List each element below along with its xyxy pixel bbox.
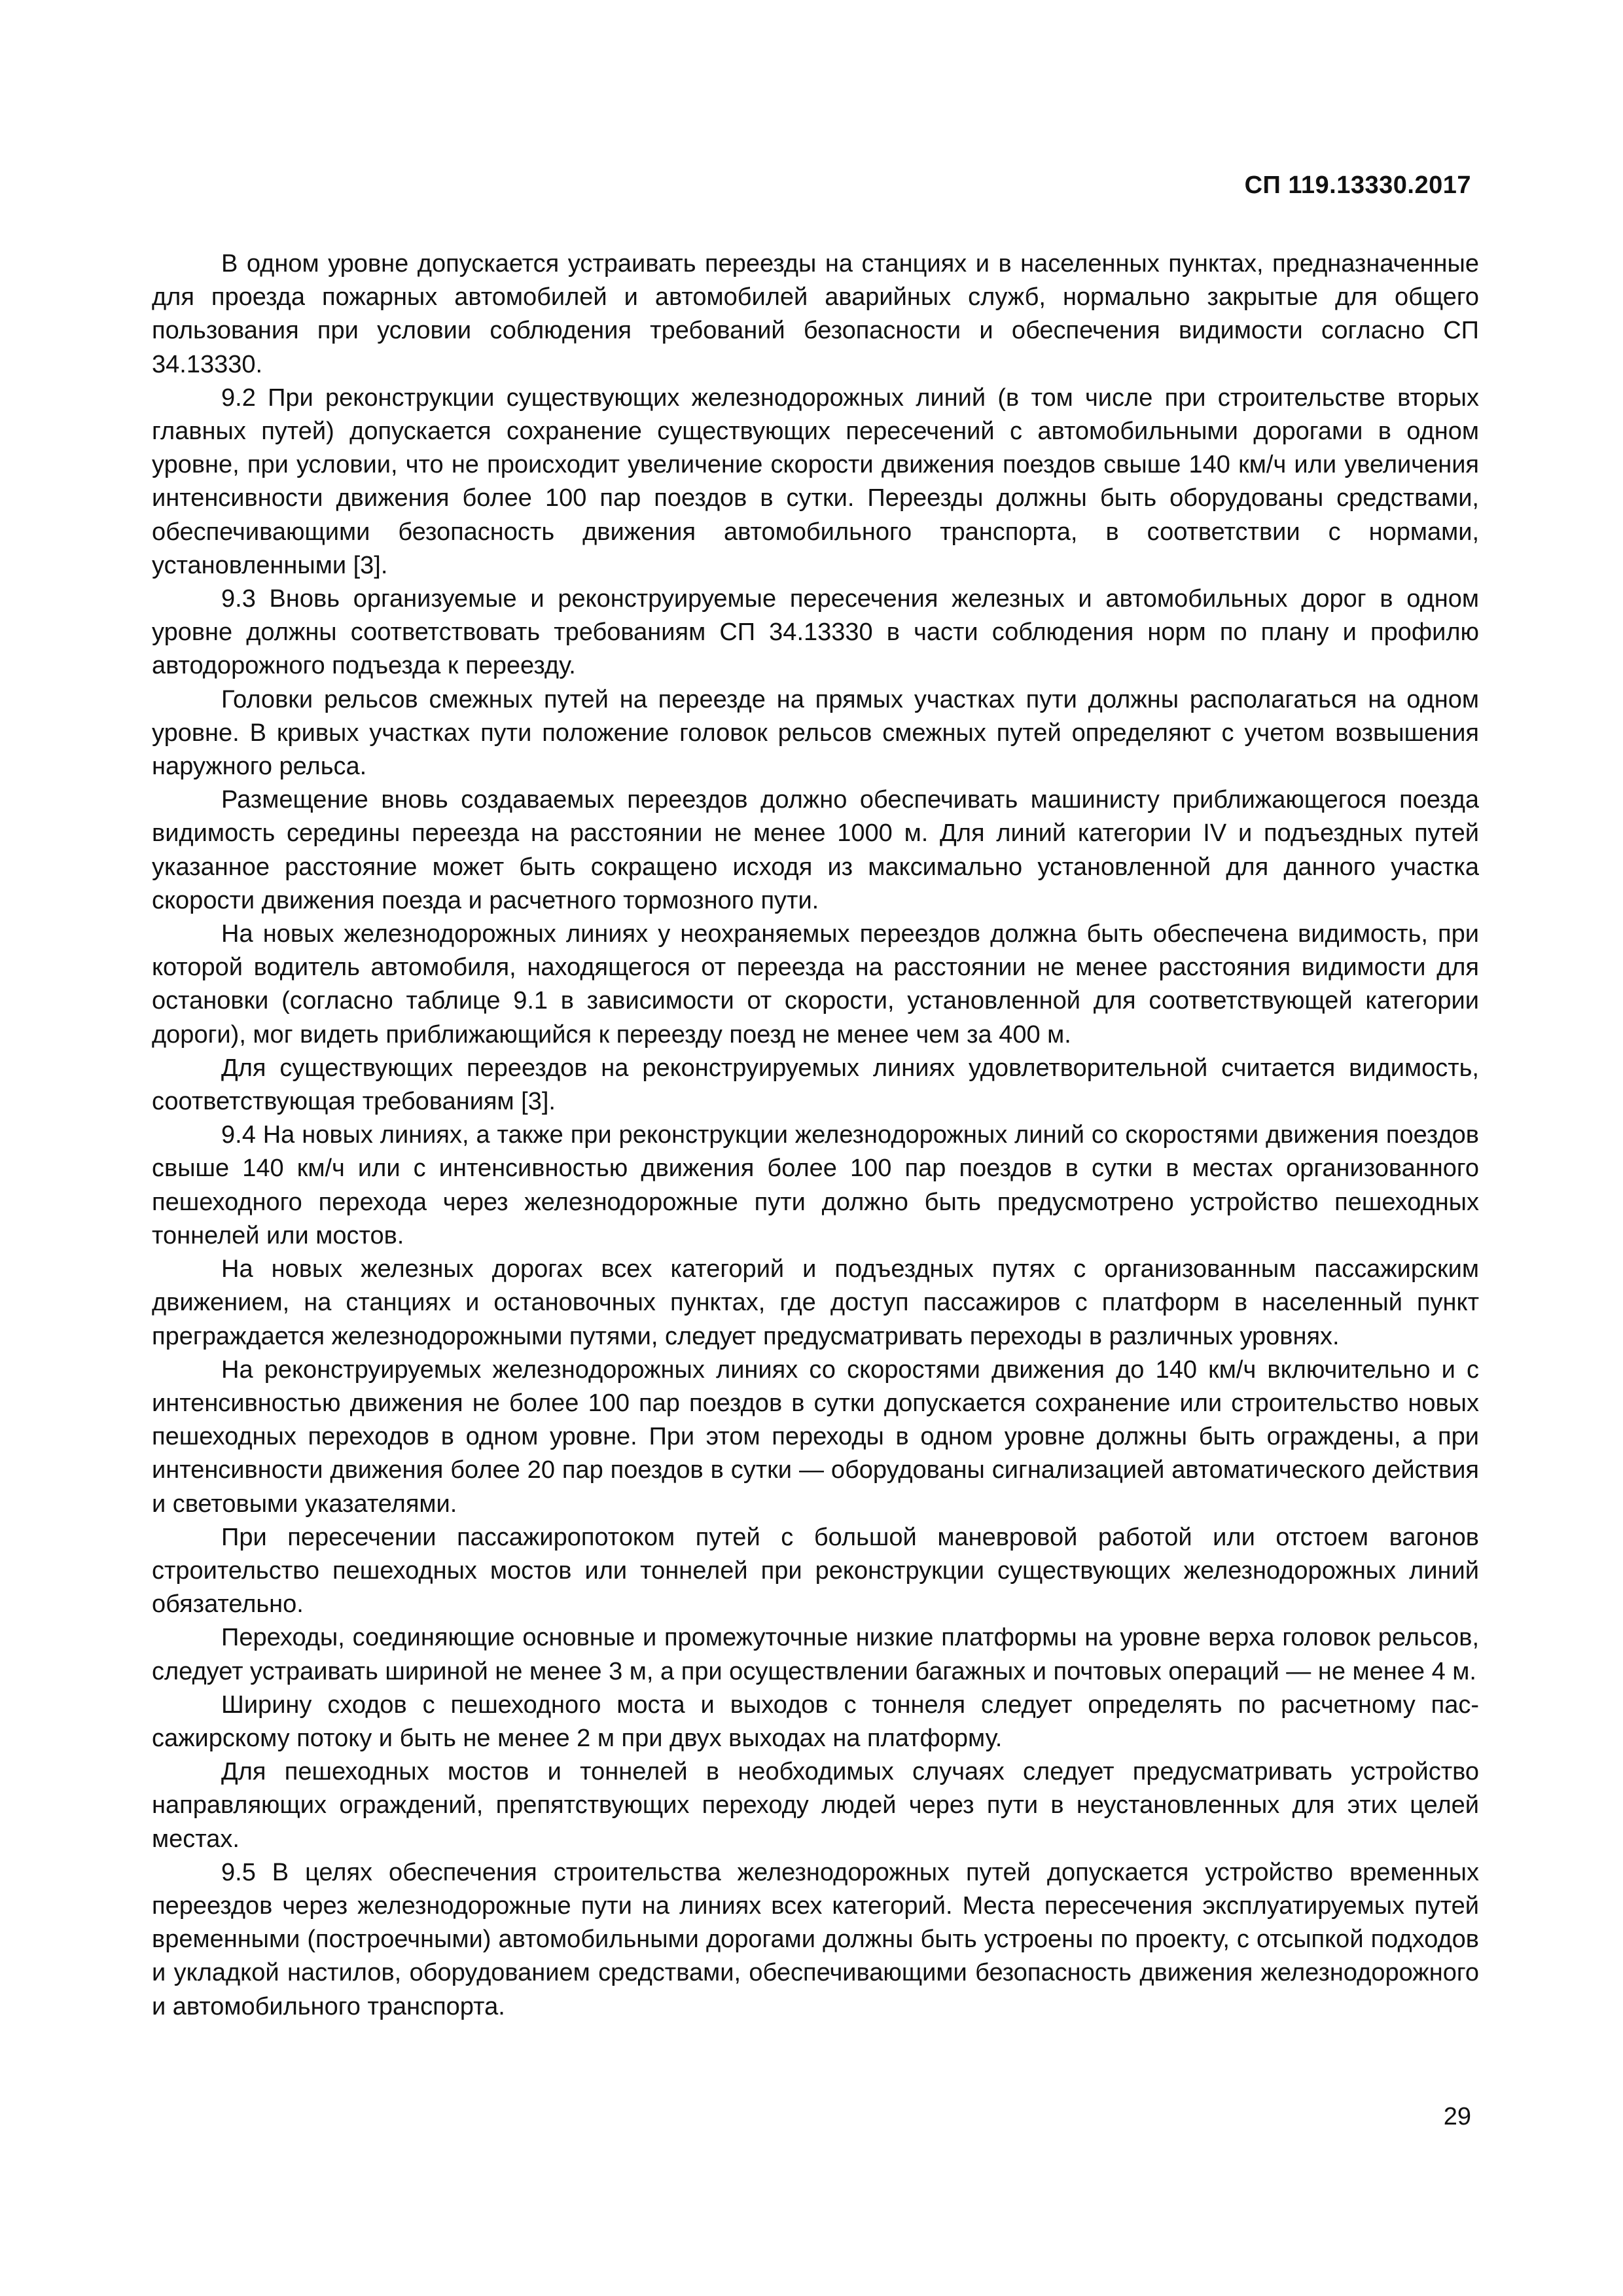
document-code: СП 119.13330.2017 [1244,171,1471,199]
body-text [152,247,1479,2024]
paragraph: На реконструируемых железнодорожных линиях со скоростями движения до 140 км/ч включительно и с интенсивностью движения не более 100 пар поездов в сутки допускается сохранение или строительство новых пешеходных переходов в одном уровне. При этом переходы в одном уровне должны быть ограждены, а при интенсивности движения более 20 пар поездов в сутки — оборудованы сигнализацией автоматического действия и световыми указателями. [152,1355,1479,1518]
paragraph-9-2: 9.2 При реконструкции существующих железнодорожных линий (в том числе при строительстве вторых главных путей) допускается сохранение существующих пересечений с автомобильными дорогами в одном уровне, при условии, что не происходит увеличение скорости движения поездов свыше 140 км/ч или увеличения интенсивности движения более 100 пар поездов в сутки. Переезды должны быть оборудованы средствами, обеспечивающими безопасность движения автомобильного транспорта, в соответствии с нормами, установленными [3]. [152,384,1479,579]
paragraph: На новых железнодорожных линиях у неохраняемых переездов должна быть обеспечена видимость, при которой водитель автомобиля, находящегося от переезда на расстоянии не менее расстояния видимости для остановки (согласно таблице 9.1 в зависимости от скорости, установленной для соответствующей категории дороги), мог видеть приближающийся к переезду поезд не менее чем за 400 м. [152,920,1479,1049]
paragraph: При пересечении пассажиропотоком путей с большой маневровой работой или отстоем вагонов строительство пешеходных мостов или тоннелей при реконструкции существующих железнодорожных линий обязательно. [152,1523,1479,1619]
paragraph: Переходы, соединяющие основные и промежуточные низкие платформы на уровне верха головок рельсов, следует устраивать шириной не менее 3 м, а при осуществлении багажных и почтовых операций — не менее 4 м. [152,1624,1479,1685]
paragraph: В одном уровне допускается устраивать переезды на станциях и в населенных пунктах, предназначенные для проезда пожарных автомобилей и автомобилей аварийных служб, нормально закрытые для общего пользования при условии соблюдения требований безопасности и обеспечения видимости согласно СП 34.13330. [152,250,1479,378]
paragraph: На новых железных дорогах всех категорий и подъездных путях с организованным пассажирским движением, на станциях и остановочных пунктах, где доступ пассажиров с платформ в населенный пункт преграждается железнодорожными путями, следует предусматривать переходы в различных уровнях. [152,1255,1479,1350]
paragraph: Размещение вновь создаваемых переездов должно обеспечивать машинисту приближающегося поезда видимость середины переезда на расстоянии не менее 1000 м. Для линий категории IV и подъездных путей указанное расстояние может быть сокращено исходя из максимально установленной для данного участка скорости движения поезда и расчетного тормозного пути. [152,786,1479,914]
paragraph: Для пешеходных мостов и тоннелей в необходимых случаях следует предусматривать устройство направляющих ограждений, препятствующих переходу людей через пути в неустановленных для этих целей местах. [152,1758,1479,1853]
paragraph: Ширину сходов с пешеходного моста и выходов с тоннеля следует определять по расчетному пассажирскому потоку и быть не менее 2 м при двух выходах на платформу. [152,1691,1479,1752]
paragraph-9-3: 9.3 Вновь организуемые и реконструируемые пересечения железных и автомобильных дорог в одном уровне должны соответствовать требованиям СП 34.13330 в части соблюдения норм по плану и профилю автодорожного подъезда к переезду. [152,585,1479,680]
page-number: 29 [1443,2103,1471,2130]
paragraph-9-4: 9.4 На новых линиях, а также при реконструкции железнодорожных линий со скоростями движения поездов свыше 140 км/ч или с интенсивностью движения более 100 пар поездов в сутки в местах организованного пешеходного перехода через железнодорожные пути должно быть предусмотрено устройство пешеходных тоннелей или мостов. [152,1121,1479,1249]
paragraph: Головки рельсов смежных путей на переезде на прямых участках пути должны располагаться на одном уровне. В кривых участках пути положение головок рельсов смежных путей определяют с учетом возвышения наружного рельса. [152,685,1479,781]
paragraph: Для существующих переездов на реконструируемых линиях удовлетворительной считается видимость, соответствующая требованиям [3]. [152,1054,1479,1116]
paragraph-9-5: 9.5 В целях обеспечения строительства железнодорожных путей допускается устройство временных переездов через железнодорожные пути на линиях всех категорий. Места пересечения эксплуатируемых путей временными (построечными) автомобильными дорогами должны быть устроены по проекту, с отсыпкой подходов и укладкой настилов, оборудованием средствами, обеспечивающими безопасность движения железнодорожного и автомобильного транспорта. [152,1858,1479,2020]
